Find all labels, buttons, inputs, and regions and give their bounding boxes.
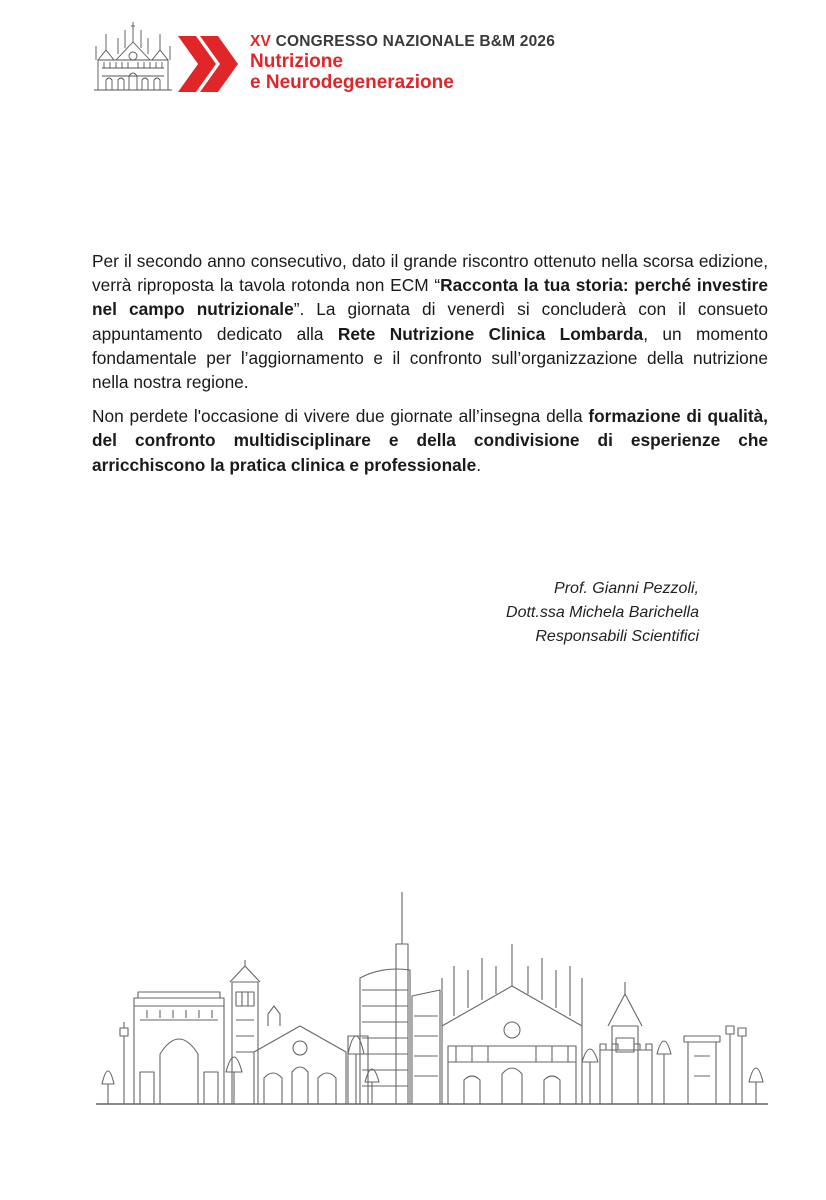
topic-line-2: e Neurodegenerazione <box>250 72 454 93</box>
round-table-title: Racconta la tua storia: perché investire nel campo nutrizionale <box>92 275 768 320</box>
signature-line-2: Dott.ssa Michela Barichella <box>506 604 699 621</box>
signature-line-1: Prof. Gianni Pezzoli, <box>554 580 699 597</box>
p2-text-1: Non perdete l'occasione di vivere due giornate all’insegna della <box>92 406 589 427</box>
p2-highlight: formazione di qualità, del confronto multidisciplinare e della condivisione di esperienze che arricchiscono la pratica clinica e professionale <box>92 406 768 475</box>
network-name: Rete Nutrizione Clinica Lombarda <box>337 323 644 344</box>
signature-line-3: Responsabili Scientifici <box>535 628 699 645</box>
duomo-icon <box>92 16 174 94</box>
congress-edition: XV <box>250 33 272 50</box>
p1-text-3: , un momento fondamentale per l’aggiornamento e il confronto sull’organizzazione della nutrizione nella nostra regione. <box>92 323 769 393</box>
header <box>92 16 652 96</box>
paragraph-1 <box>92 249 768 394</box>
p1-text-2: ”. La giornata di venerdì si concluderà con il consueto appuntamento dedicato alla <box>92 299 768 344</box>
congress-title <box>250 33 555 51</box>
paragraph-2 <box>92 404 768 477</box>
signature <box>506 577 699 649</box>
header-text <box>250 33 555 93</box>
chevron-icon <box>178 36 240 92</box>
milan-skyline <box>92 886 772 1108</box>
topic-line-1: Nutrizione <box>250 51 343 72</box>
body-text <box>92 249 768 487</box>
p2-text-2: . <box>476 454 481 475</box>
p1-text-1: Per il secondo anno consecutivo, dato il grande riscontro ottenuto nella scorsa edizione, verrà riproposta la tavola rotonda non ECM “ <box>92 251 768 296</box>
congress-name: CONGRESSO NAZIONALE B&M 2026 <box>271 33 556 50</box>
